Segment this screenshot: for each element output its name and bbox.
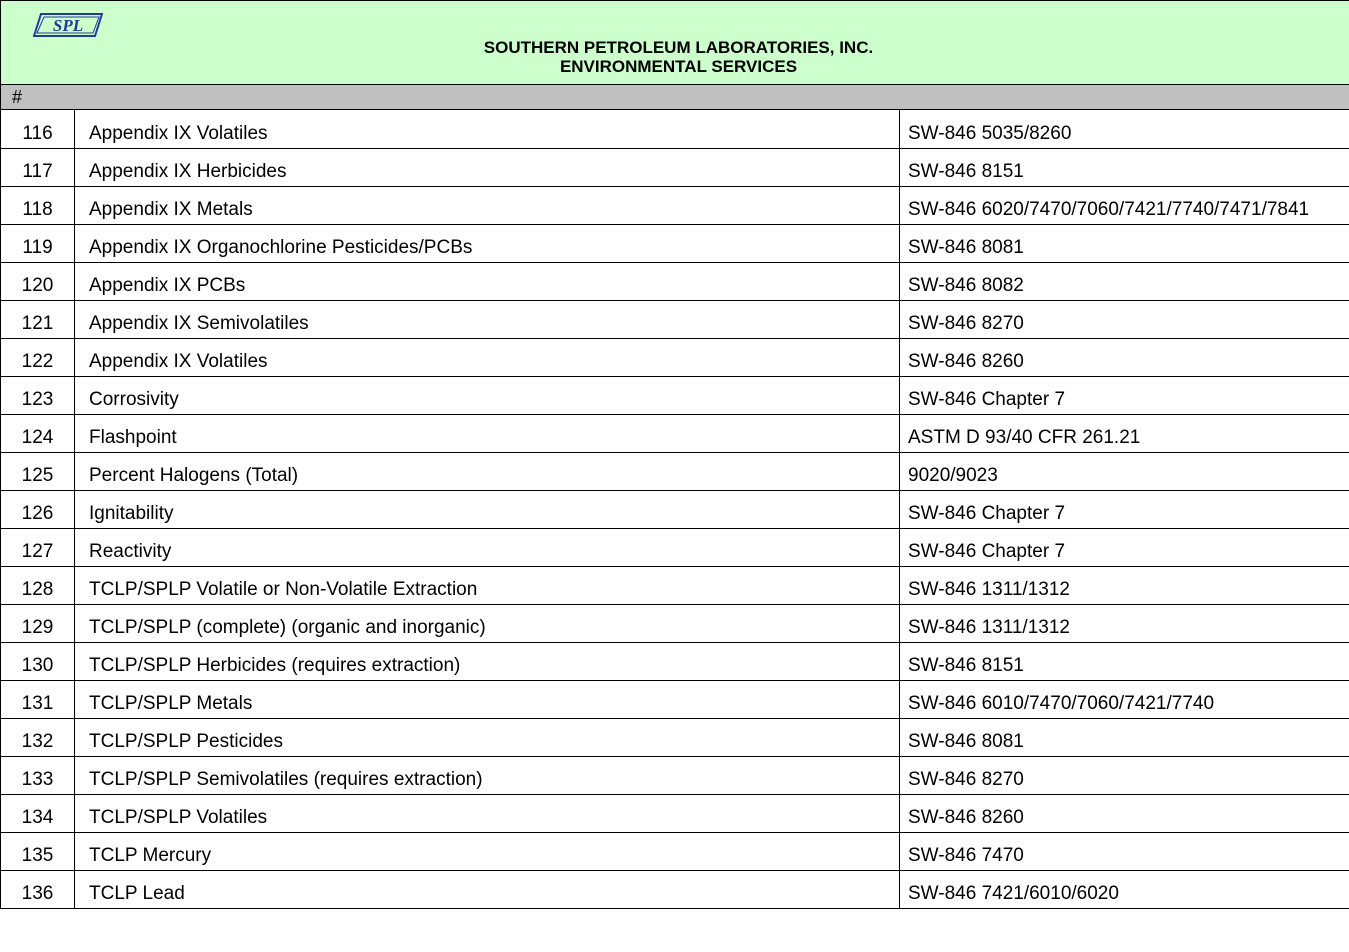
number-column-header: # (12, 87, 23, 107)
analysis-name: Appendix IX Organochlorine Pesticides/PCBs (75, 224, 900, 262)
method-reference: SW-846 8151 (900, 642, 1349, 680)
method-reference: SW-846 8260 (900, 338, 1349, 376)
table-row (1, 832, 1349, 870)
analysis-name: Appendix IX Volatiles (75, 338, 900, 376)
table-row (1, 414, 1349, 452)
analysis-name: Percent Halogens (Total) (75, 452, 900, 490)
table-row (1, 186, 1349, 224)
method-reference: SW-846 Chapter 7 (900, 490, 1349, 528)
sheet-header (0, 0, 1349, 85)
column-header-row (0, 85, 1349, 110)
analysis-name: TCLP Lead (75, 870, 900, 908)
table-row (1, 148, 1349, 186)
row-number: 135 (1, 832, 75, 870)
row-number: 130 (1, 642, 75, 680)
analysis-name: Flashpoint (75, 414, 900, 452)
analysis-name: Appendix IX Metals (75, 186, 900, 224)
method-reference: SW-846 6020/7470/7060/7421/7740/7471/7841 (900, 186, 1349, 224)
analysis-name: Corrosivity (75, 376, 900, 414)
analysis-name: Reactivity (75, 528, 900, 566)
row-number: 129 (1, 604, 75, 642)
company-name: SOUTHERN PETROLEUM LABORATORIES, INC. (483, 38, 874, 57)
row-number: 134 (1, 794, 75, 832)
method-reference: SW-846 8151 (900, 148, 1349, 186)
method-reference: SW-846 7421/6010/6020 (900, 870, 1349, 908)
row-number: 123 (1, 376, 75, 414)
row-number: 132 (1, 718, 75, 756)
analysis-name: TCLP/SPLP Volatiles (75, 794, 900, 832)
row-number: 133 (1, 756, 75, 794)
row-number: 125 (1, 452, 75, 490)
row-number: 121 (1, 300, 75, 338)
analysis-table (0, 110, 1349, 909)
method-reference: SW-846 6010/7470/7060/7421/7740 (900, 680, 1349, 718)
division-name: ENVIRONMENTAL SERVICES (559, 57, 798, 76)
table-row (1, 528, 1349, 566)
analysis-name: Appendix IX Semivolatiles (75, 300, 900, 338)
method-reference: SW-846 7470 (900, 832, 1349, 870)
table-row (1, 680, 1349, 718)
spl-logo-icon (33, 13, 103, 37)
row-number: 127 (1, 528, 75, 566)
table-row (1, 794, 1349, 832)
table-row (1, 604, 1349, 642)
table-row (1, 110, 1349, 148)
table-row (1, 376, 1349, 414)
row-number: 122 (1, 338, 75, 376)
table-row (1, 870, 1349, 908)
analysis-name: TCLP/SPLP Semivolatiles (requires extraction) (75, 756, 900, 794)
analysis-name: TCLP/SPLP Pesticides (75, 718, 900, 756)
method-reference: SW-846 8081 (900, 718, 1349, 756)
analysis-name: Ignitability (75, 490, 900, 528)
table-row (1, 224, 1349, 262)
table-row (1, 718, 1349, 756)
method-reference: ASTM D 93/40 CFR 261.21 (900, 414, 1349, 452)
method-reference: SW-846 1311/1312 (900, 566, 1349, 604)
method-reference: SW-846 8270 (900, 300, 1349, 338)
table-row (1, 490, 1349, 528)
analysis-name: TCLP/SPLP Herbicides (requires extraction) (75, 642, 900, 680)
row-number: 131 (1, 680, 75, 718)
row-number: 116 (1, 110, 75, 148)
table-row (1, 642, 1349, 680)
analysis-name: Appendix IX Volatiles (75, 110, 900, 148)
analysis-table-body (1, 110, 1349, 908)
row-number: 120 (1, 262, 75, 300)
row-number: 128 (1, 566, 75, 604)
table-row (1, 262, 1349, 300)
analysis-name: TCLP/SPLP Volatile or Non-Volatile Extraction (75, 566, 900, 604)
method-reference: 9020/9023 (900, 452, 1349, 490)
row-number: 126 (1, 490, 75, 528)
row-number: 119 (1, 224, 75, 262)
table-row (1, 338, 1349, 376)
table-row (1, 300, 1349, 338)
analysis-name: TCLP/SPLP Metals (75, 680, 900, 718)
row-number: 124 (1, 414, 75, 452)
method-reference: SW-846 8081 (900, 224, 1349, 262)
method-reference: SW-846 1311/1312 (900, 604, 1349, 642)
table-row (1, 452, 1349, 490)
row-number: 117 (1, 148, 75, 186)
row-number: 118 (1, 186, 75, 224)
analysis-name: Appendix IX Herbicides (75, 148, 900, 186)
table-row (1, 566, 1349, 604)
row-number: 136 (1, 870, 75, 908)
method-reference: SW-846 5035/8260 (900, 110, 1349, 148)
method-reference: SW-846 8270 (900, 756, 1349, 794)
method-reference: SW-846 Chapter 7 (900, 376, 1349, 414)
analysis-name: TCLP/SPLP (complete) (organic and inorganic) (75, 604, 900, 642)
method-reference: SW-846 Chapter 7 (900, 528, 1349, 566)
table-row (1, 756, 1349, 794)
analysis-name: TCLP Mercury (75, 832, 900, 870)
method-reference: SW-846 8082 (900, 262, 1349, 300)
analysis-name: Appendix IX PCBs (75, 262, 900, 300)
method-reference: SW-846 8260 (900, 794, 1349, 832)
company-title (1, 38, 1349, 76)
logo-text: SPL (52, 16, 84, 35)
